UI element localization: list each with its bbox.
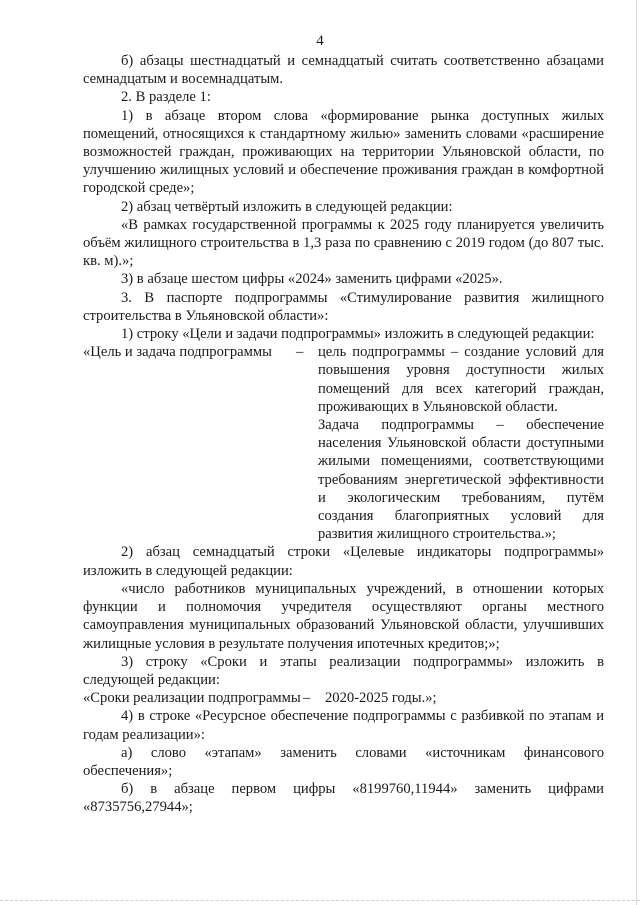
scan-edge	[636, 0, 637, 905]
goals-row-goal: цель подпрограммы – создание условий для повышения уровня доступности жилых помещений для всех категорий граждан, проживающих в Ульяновской области.	[318, 344, 604, 415]
goals-row	[83, 343, 604, 543]
goals-row-task: Задача подпрограммы – обеспечение населения Ульяновской области доступными жилыми помещениями, соответствующими требованиям энергетической эффективности и экологическим требованиям, путём создания благоприятных условий для развития жилищного строительства.»;	[318, 417, 604, 543]
paragraphs-top	[83, 52, 604, 343]
paragraph: 3) строку «Сроки и этапы реализации подпрограммы» изложить в следующей редакции:	[83, 653, 604, 688]
terms-row-value: 2020-2025 годы.»;	[325, 690, 437, 707]
paragraph: 1) в абзаце втором слова «формирование рынка доступных жилых помещений, относящихся к стандартному жилью» заменить словами «расширение возможностей граждан, проживающих на территории Ульяновской области, по улучшению жилищных условий и обеспечение проживания граждан в комфортной городской среде»;	[83, 107, 604, 197]
scan-edge-bottom	[0, 900, 640, 901]
paragraph: 3. В паспорте подпрограммы «Стимулирование развития жилищного строительства в Ульяновской области»:	[83, 289, 604, 324]
paragraphs-bottom	[83, 707, 604, 816]
goals-row-dash: –	[296, 344, 304, 361]
paragraph: 2) абзац семнадцатый строки «Целевые индикаторы подпрограммы» изложить в следующей редакции:	[83, 544, 604, 579]
paragraph: 2. В разделе 1:	[121, 89, 211, 106]
paragraphs-mid	[83, 543, 604, 689]
paragraph: «число работников муниципальных учреждений, в отношении которых функции и полномочия учредителя осуществляют органы местного самоуправления муниципальных образований Ульяновской области, улучшивших жилищные условия в результате получения ипотечных кредитов;»;	[83, 580, 604, 652]
page-number: 4	[316, 33, 324, 49]
goals-row-content	[318, 343, 604, 543]
paragraph: б) абзацы шестнадцатый и семнадцатый считать соответственно абзацами семнадцатым и восемнадцатым.	[83, 53, 604, 88]
goals-row-label: «Цель и задача подпрограммы	[83, 344, 272, 361]
paragraph: «В рамках государственной программы к 2025 году планируется увеличить объём жилищного строительства в 1,3 раза по сравнению с 2019 годом (до 807 тыс. кв. м).»;	[83, 216, 604, 270]
document-body	[83, 52, 604, 817]
paragraph: 2) абзац четвёртый изложить в следующей редакции:	[121, 198, 453, 215]
terms-row	[83, 689, 604, 707]
paragraph: 4) в строке «Ресурсное обеспечение подпрограммы с разбивкой по этапам и годам реализации»:	[83, 708, 604, 743]
terms-row-label: «Сроки реализации подпрограммы	[83, 690, 301, 707]
terms-row-dash: –	[303, 690, 311, 707]
paragraph: 3) в абзаце шестом цифры «2024» заменить цифрами «2025».	[121, 271, 503, 288]
paragraph: а) слово «этапам» заменить словами «источникам финансового обеспечения»;	[83, 744, 604, 779]
paragraph: 1) строку «Цели и задачи подпрограммы» изложить в следующей редакции:	[121, 326, 595, 343]
paragraph: б) в абзаце первом цифры «8199760,11944» заменить цифрами «8735756,27944»;	[83, 781, 604, 816]
